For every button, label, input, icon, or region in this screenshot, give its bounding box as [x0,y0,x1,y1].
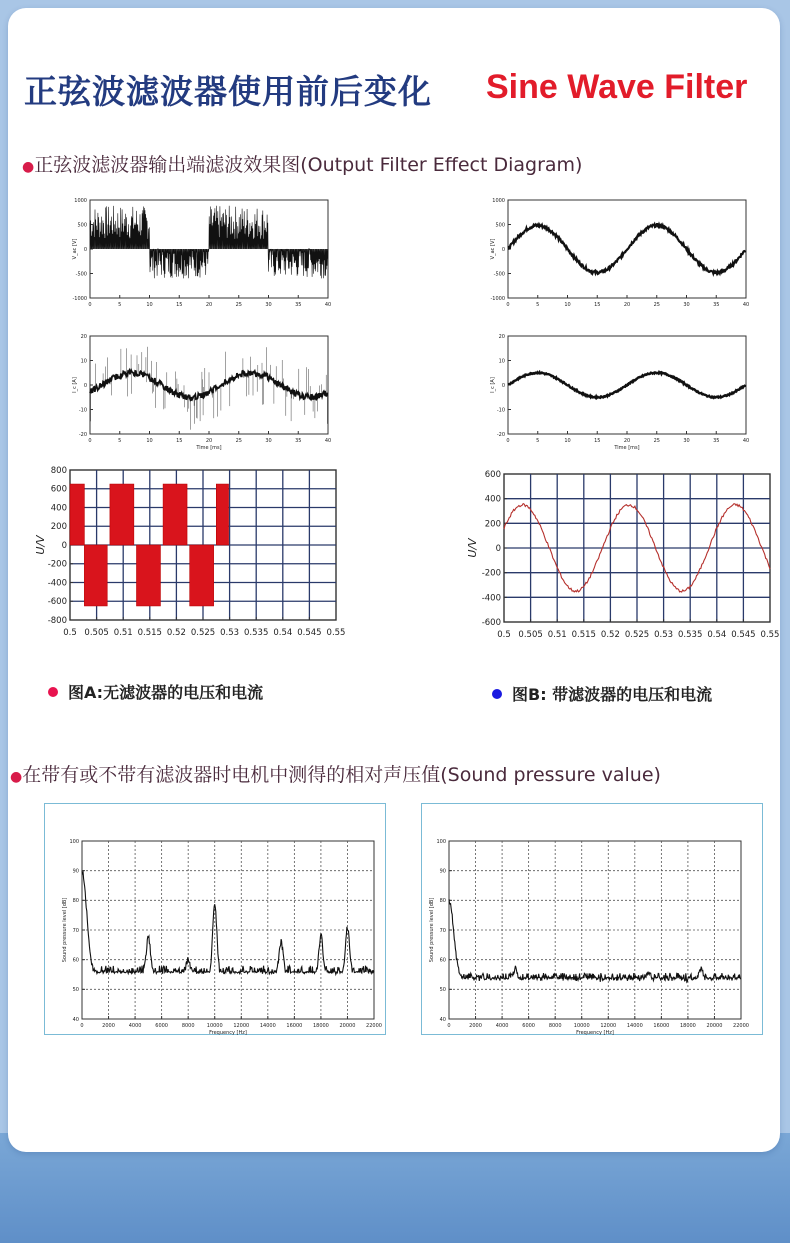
x-tick-label: 25 [235,302,242,308]
x-tick-label: 40 [742,438,750,444]
x-tick-label: 14000 [626,1023,643,1029]
x-tick-label: 6000 [155,1023,169,1029]
x-tick-label: 20 [623,302,631,308]
x-tick-label: 35 [295,438,302,444]
y-axis-label: Sound pressure level [dB] [429,897,435,963]
x-tick-label: 10000 [573,1023,590,1029]
x-tick-label: 18000 [312,1023,329,1029]
caption-figure-a-text: 图A:无滤波器的电压和电流 [68,683,264,702]
x-tick-label: 5 [536,438,540,444]
x-tick-label: 0 [88,302,92,308]
x-tick-label: 0 [506,438,510,444]
x-tick-label: 20 [205,302,213,308]
pwm-voltage-block [84,545,107,606]
y-tick-label: 0 [61,540,67,551]
x-tick-label: 25 [653,438,660,444]
x-tick-label: 0.53 [220,628,240,638]
content-card [8,8,780,1152]
y-tick-label: -200 [47,559,67,570]
page-title: 正弦波滤波器使用前后变化 [24,72,432,111]
x-tick-label: 0.535 [244,628,269,638]
y-tick-label: 200 [484,519,501,530]
pwm-voltage-block [137,545,161,606]
x-tick-label: 15 [594,438,601,444]
x-tick-label: 20 [205,438,213,444]
x-tick-label: 10 [146,302,153,308]
y-axis-label: Sound pressure level [dB] [62,897,68,963]
y-tick-label: -20 [496,431,505,438]
y-tick-label: 80 [439,898,446,905]
x-tick-label: 22000 [366,1023,382,1029]
caption-figure-b [492,682,712,705]
pwm-voltage-block [110,484,134,545]
y-tick-label: 500 [77,222,87,229]
y-tick-label: 600 [50,484,67,495]
x-tick-label: 0.54 [273,628,293,638]
x-tick-label: 40 [742,302,750,308]
x-axis-label: Frequency [Hz] [209,1030,247,1036]
x-tick-label: 30 [683,302,690,308]
x-tick-label: 25 [235,438,242,444]
y-axis-label: I_c [A] [72,377,78,393]
y-axis-label: V_ac [V] [72,238,78,260]
pwm-voltage-block [216,484,228,545]
x-tick-label: 25 [653,302,660,308]
y-tick-label: -10 [78,407,87,414]
chart-current-with-filter [486,324,756,450]
x-tick-label: 0 [506,302,510,308]
x-tick-label: 0.545 [297,628,322,638]
x-tick-label: 15 [176,302,183,308]
y-tick-label: 500 [495,222,505,229]
x-tick-label: 20 [623,438,631,444]
chart-spl-no-filter [44,803,384,1036]
page-title-english: Sine Wave Filter [486,68,748,106]
x-tick-label: 0.525 [624,630,650,640]
x-tick-label: 6000 [522,1023,536,1029]
x-tick-label: 2000 [469,1023,482,1029]
x-tick-label: 0.55 [326,628,346,638]
x-tick-label: 0.5 [63,628,77,638]
bullet-icon: ● [22,159,35,175]
x-tick-label: 15 [594,302,601,308]
y-tick-label: 0 [501,382,505,389]
chart-uv-with-filter [448,460,778,648]
y-tick-label: 50 [72,987,79,994]
caption-figure-b-text: 图B: 带滤波器的电压和电流 [512,685,713,704]
y-tick-label: 90 [72,868,79,875]
x-tick-label: 0.51 [113,628,133,638]
bullet-dot-icon [492,689,502,699]
x-tick-label: 40 [324,302,332,308]
x-tick-label: 0.55 [760,630,780,640]
y-tick-label: -500 [75,271,87,278]
y-tick-label: 80 [72,898,79,905]
chart-current-no-filter [68,324,338,450]
x-tick-label: 16000 [653,1023,670,1029]
x-tick-label: 0.535 [678,630,703,640]
x-tick-label: 10 [564,438,571,444]
x-tick-label: 0.505 [518,630,543,640]
y-tick-label: 600 [484,469,501,480]
x-tick-label: 4000 [495,1023,509,1029]
y-tick-label: 1000 [74,197,87,204]
y-tick-label: 90 [439,868,446,875]
y-tick-label: -600 [47,597,67,608]
x-tick-label: 30 [265,302,272,308]
x-tick-label: 0.5 [497,630,511,640]
x-tick-label: 0.52 [166,628,186,638]
x-tick-label: 30 [265,438,272,444]
y-tick-label: -200 [481,568,501,579]
x-tick-label: 0.51 [547,630,567,640]
y-tick-label: 70 [439,927,446,934]
x-tick-label: 10000 [206,1023,223,1029]
x-tick-label: 22000 [733,1023,749,1029]
section-output-filter-label: 正弦波滤波器输出端滤波效果图(Output Filter Effect Diagram) [34,154,583,176]
y-tick-label: -10 [496,407,505,414]
pwm-voltage-block [70,484,84,545]
y-tick-label: 800 [50,465,67,476]
x-tick-label: 0.515 [571,630,596,640]
x-tick-label: 2000 [102,1023,115,1029]
y-tick-label: -1000 [72,295,87,302]
bullet-icon: ● [10,769,23,785]
x-axis-label: Time [ms] [614,445,640,451]
chart-voltage-no-filter [68,188,338,308]
x-tick-label: 0.545 [731,630,756,640]
y-tick-label: 400 [484,494,501,505]
x-tick-label: 35 [295,302,302,308]
x-tick-label: 18000 [679,1023,696,1029]
chart-spl-with-filter [421,803,761,1036]
pwm-voltage-block [190,545,214,606]
y-tick-label: -800 [47,615,67,626]
x-tick-label: 0 [447,1023,451,1029]
y-axis-label: U/V [466,538,479,558]
y-tick-label: 400 [50,503,67,514]
y-tick-label: 40 [439,1016,446,1023]
x-tick-label: 8000 [181,1023,195,1029]
x-tick-label: 40 [324,438,332,444]
y-tick-label: 40 [72,1016,79,1023]
x-tick-label: 0 [80,1023,84,1029]
x-tick-label: 10 [564,302,571,308]
pwm-voltage-block [163,484,187,545]
y-tick-label: 0 [83,246,87,253]
x-tick-label: 0.525 [190,628,216,638]
y-tick-label: 60 [72,957,79,964]
y-axis-label: V_ac [V] [490,238,496,260]
y-tick-label: -500 [493,271,505,278]
chart-voltage-with-filter [486,188,756,308]
y-tick-label: 70 [72,927,79,934]
y-tick-label: -600 [481,617,501,628]
y-tick-label: -400 [481,593,501,604]
x-tick-label: 0 [88,438,92,444]
x-tick-label: 0.515 [137,628,162,638]
y-tick-label: 100 [69,838,79,845]
y-axis-label: U/V [34,535,47,555]
x-tick-label: 0.54 [707,630,727,640]
x-tick-label: 20000 [706,1023,723,1029]
y-tick-label: 10 [80,358,87,365]
y-tick-label: -1000 [490,295,505,302]
x-tick-label: 5 [536,302,540,308]
x-tick-label: 12000 [600,1023,617,1029]
bullet-dot-icon [48,687,58,697]
y-tick-label: 50 [439,987,446,994]
x-tick-label: 4000 [128,1023,142,1029]
section-output-filter [22,150,582,177]
y-tick-label: 0 [501,246,505,253]
y-tick-label: 60 [439,957,446,964]
x-tick-label: 0.505 [84,628,109,638]
y-tick-label: 20 [80,333,87,340]
y-axis-label: I_c [A] [490,377,496,393]
y-tick-label: 10 [498,358,505,365]
y-tick-label: 20 [498,333,505,340]
section-sound-pressure-label: 在带有或不带有滤波器时电机中测得的相对声压值(Sound pressure value) [22,764,661,786]
x-tick-label: 15 [176,438,183,444]
x-tick-label: 16000 [286,1023,303,1029]
x-tick-label: 20000 [339,1023,356,1029]
x-tick-label: 35 [713,302,720,308]
y-tick-label: 200 [50,522,67,533]
y-tick-label: -400 [47,578,67,589]
section-sound-pressure [10,760,661,787]
y-tick-label: 0 [83,382,87,389]
x-tick-label: 12000 [233,1023,250,1029]
caption-figure-a [48,680,263,703]
x-tick-label: 14000 [259,1023,276,1029]
x-axis-label: Time [ms] [196,445,222,451]
x-tick-label: 5 [118,438,122,444]
x-tick-label: 35 [713,438,720,444]
x-axis-label: Frequency [Hz] [576,1030,614,1036]
y-tick-label: 100 [436,838,446,845]
y-tick-label: -20 [78,431,87,438]
x-tick-label: 10 [146,438,153,444]
y-tick-label: 0 [495,543,501,554]
x-tick-label: 8000 [548,1023,562,1029]
x-tick-label: 0.52 [600,630,620,640]
x-tick-label: 5 [118,302,122,308]
y-tick-label: 1000 [492,197,505,204]
x-tick-label: 30 [683,438,690,444]
x-tick-label: 0.53 [654,630,674,640]
chart-uv-no-filter [18,456,348,648]
